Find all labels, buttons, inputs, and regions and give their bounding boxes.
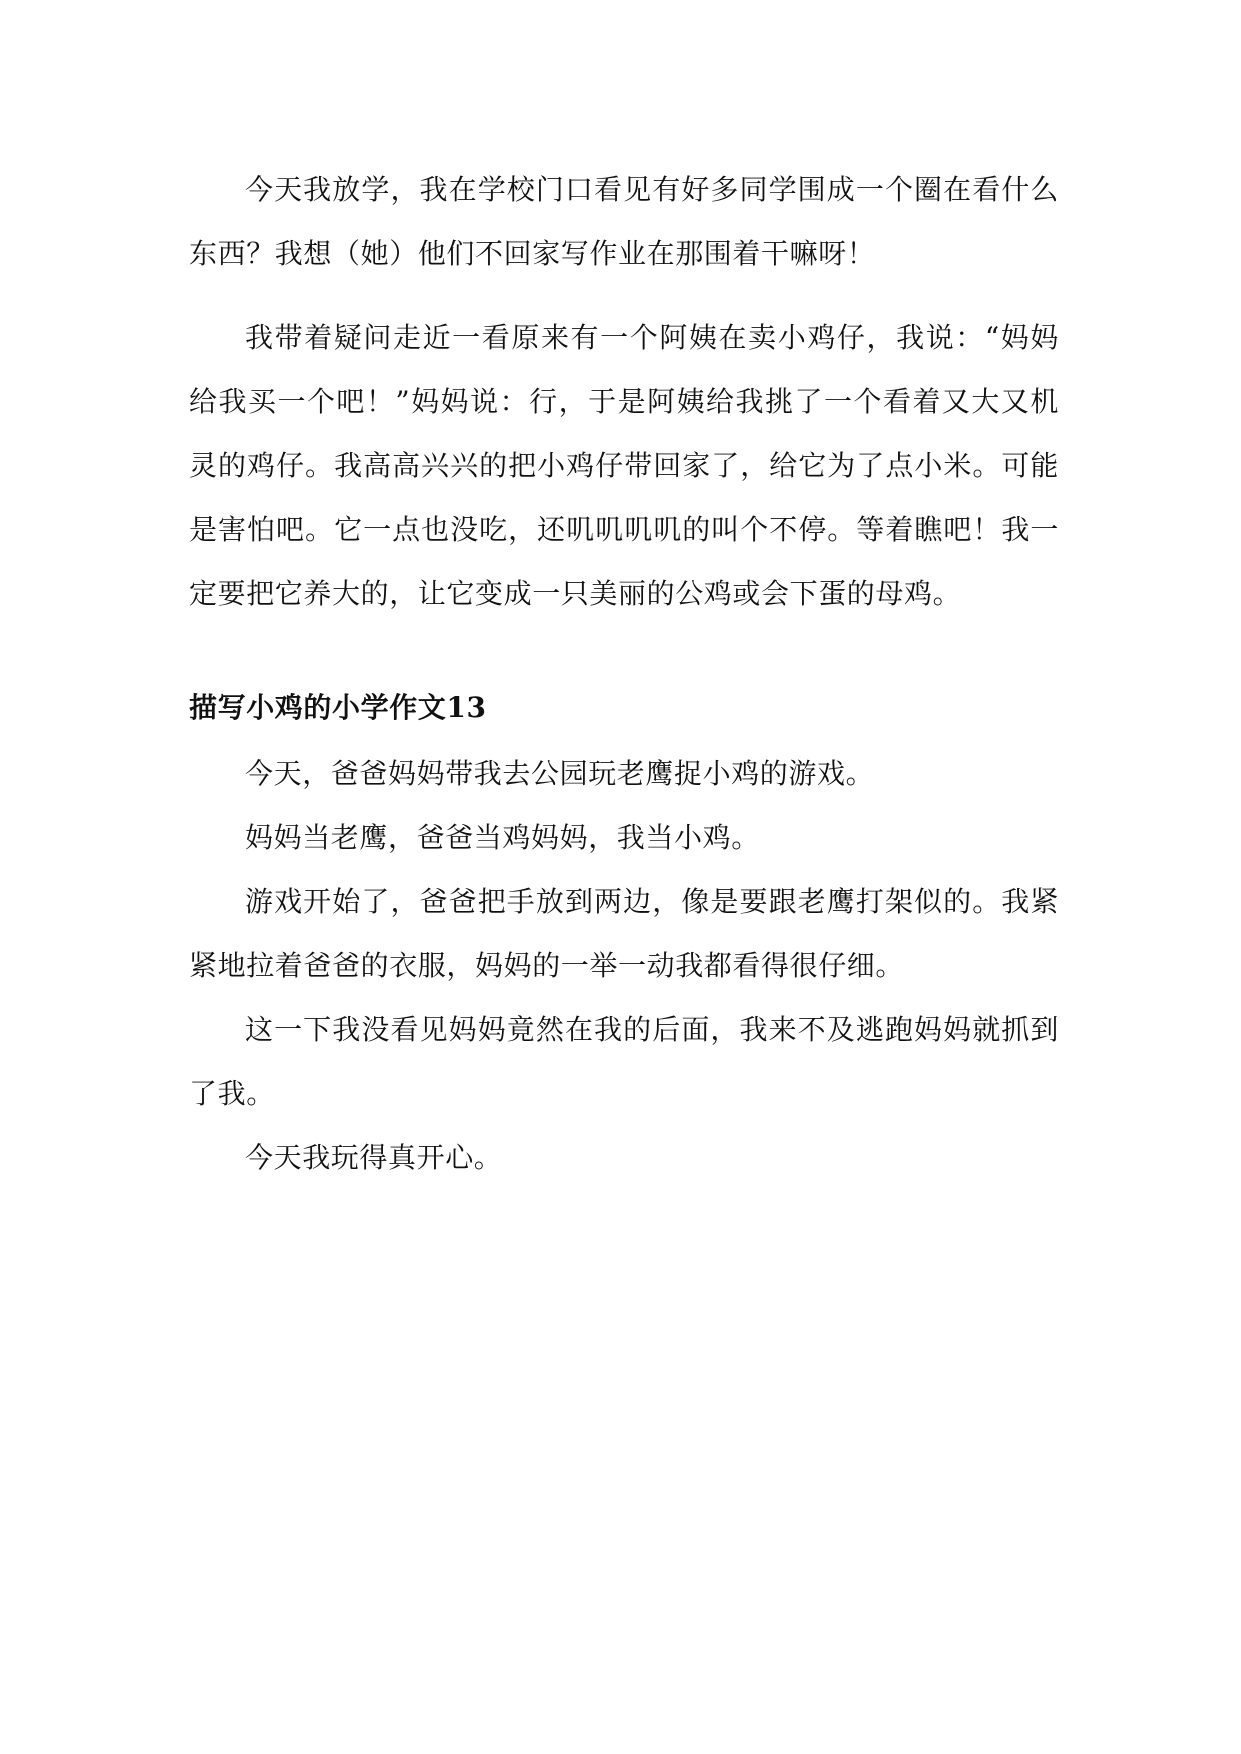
essay-section-2 [189,676,1059,1190]
essay-title: 描写小鸡的小学作文13 [189,691,487,724]
paragraph: 我带着疑问走近一看原来有一个阿姨在卖小鸡仔，我说：“妈妈给我买一个吧！”妈妈说：行，于是阿姨给我挑了一个看着又大又机灵的鸡仔。我高高兴兴的把小鸡仔带回家了，给它为了点小米。可能是害怕吧。它一点也没吃，还叽叽叽叽的叫个不停。等着瞧吧！我一定要把它养大的，让它变成一只美丽的公鸡或会下蛋的母鸡。 [189,321,1059,610]
paragraph: 今天，爸爸妈妈带我去公园玩老鹰捉小鸡的游戏。 [245,757,875,790]
paragraph: 妈妈当老鹰，爸爸当鸡妈妈，我当小鸡。 [245,821,760,854]
paragraph: 今天我放学，我在学校门口看见有好多同学围成一个圈在看什么东西？我想（她）他们不回家写作业在那围着干嘛呀！ [189,173,1059,270]
paragraph: 游戏开始了，爸爸把手放到两边，像是要跟老鹰打架似的。我紧紧地拉着爸爸的衣服，妈妈的一举一动我都看得很仔细。 [189,885,1059,982]
document-body [189,158,1059,1190]
essay-section-1 [189,158,1059,626]
paragraph: 这一下我没看见妈妈竟然在我的后面，我来不及逃跑妈妈就抓到了我。 [189,1013,1059,1110]
paragraph: 今天我玩得真开心。 [245,1141,503,1174]
